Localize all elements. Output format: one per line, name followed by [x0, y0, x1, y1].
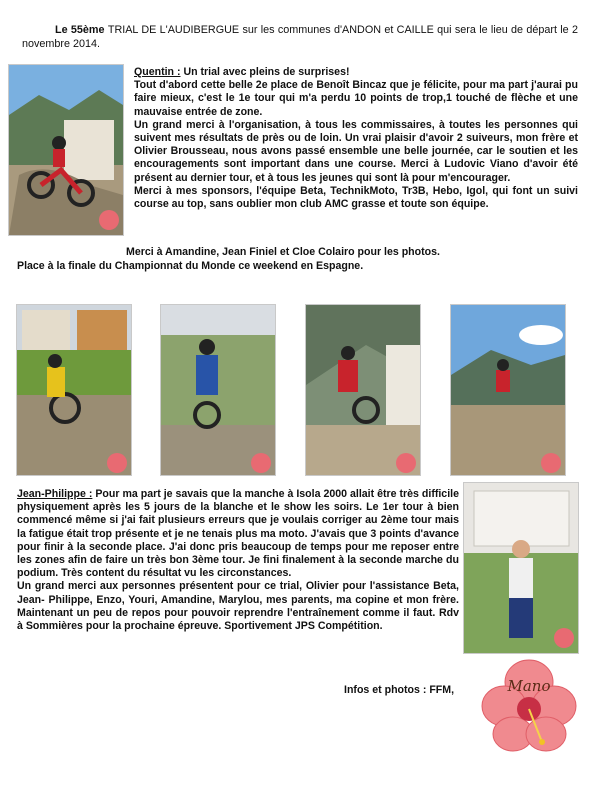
world-final-note: Place à la finale du Championnat du Monde ce weekend en Espagne. [17, 260, 364, 272]
photo-credit-line: Merci à Amandine, Jean Finiel et Cloe Colairo pour les photos. [126, 246, 440, 258]
gallery-photo-3 [305, 304, 421, 476]
gallery-photo-4 [450, 304, 566, 476]
quentin-paragraph-1: Tout d'abord cette belle 2e place de Benoît Bincaz que je félicite, pour ma part j'aurai pu faire mieux, c'est le 1e tour qui m'a perdu 10 points de trop,1 touché de flèche et une mauvaise entrée de zone. [134, 79, 578, 118]
gallery-photo-2 [160, 304, 276, 476]
gallery-photo-1 [16, 304, 132, 476]
jean-philippe-section [17, 488, 459, 633]
jean-philippe-paragraph-1: Pour ma part je savais que la manche à Isola 2000 allait être très difficile physiquement après les 5 jours de la blanche et le show les soirs. Le 1er tour à bien commencé même si j'ai fait plusieurs erreurs que je voulais corriger au 2ème tour mais la fatigue était trop présente et je ne tenais plus ma moto. J'avais que 3 points d'avance pour finir à la seconde place. J'ai donc pris beaucoup de temps pour me reposer entre les zones afin de faire un très bon 3ème tour. Je fini finalement à la seconde marche du podium. Très content du résultat vu les circonstances. [17, 488, 459, 580]
quentin-paragraph-2: Un grand merci à l'organisation, à tous les commissaires, à toutes les personnes qui suivent mes résultats de près ou de loin. Un vrai plaisir d'avoir 2 suiveurs, mon frère et Olivier Brousseau, nous avons passé ensemble une belle journée, car le soutien et les encouragements sont important dans une course. Merci à Ludovic Viano d'avoir été présent au dernier tour, et à tous les jeunes qui sont là pour m'encourager. [134, 118, 578, 184]
quentin-trial-photo [8, 64, 124, 236]
quentin-name: Quentin : [134, 66, 181, 78]
intro-prefix: Le 55ème [55, 24, 105, 36]
quentin-section [134, 66, 578, 211]
jean-philippe-paragraph-2: Un grand merci aux personnes présentent pour ce trial, Olivier pour l'assistance Beta, Jean- Philippe, Enzo, Youri, Amandine, Marylou, mes parents, ma copine et mon frère. Maintenant un peu de repos pour pouvoir reprendre l'entraînement comme il faut. Rdv à Sommières pour la prochaine épreuve. Sportivement JPS Compétition. [17, 580, 459, 633]
quentin-headline: Un trial avec pleins de surprises! [183, 66, 350, 78]
info-photo-credit: Infos et photos : FFM, [344, 684, 455, 696]
mano-logo-text: Mano [507, 677, 551, 695]
jean-philippe-photo [463, 482, 579, 654]
quentin-paragraph-3: Merci à mes sponsors, l'équipe Beta, TechnikMoto, Tr3B, Hebo, Igol, qui font un suivi course au top, sans oublier mon club AMC grasse et toute son équipe. [134, 184, 578, 211]
intro-event-title: TRIAL DE L'AUDIBERGUE [107, 24, 240, 36]
intro-paragraph [22, 23, 578, 51]
mano-flower-logo [480, 654, 578, 754]
intro-event-details: sur les communes d'ANDON et CAILLE qui sera le lieu de départ le 2 novembre 2014. [22, 24, 579, 50]
jean-philippe-name: Jean-Philippe : [17, 488, 93, 500]
